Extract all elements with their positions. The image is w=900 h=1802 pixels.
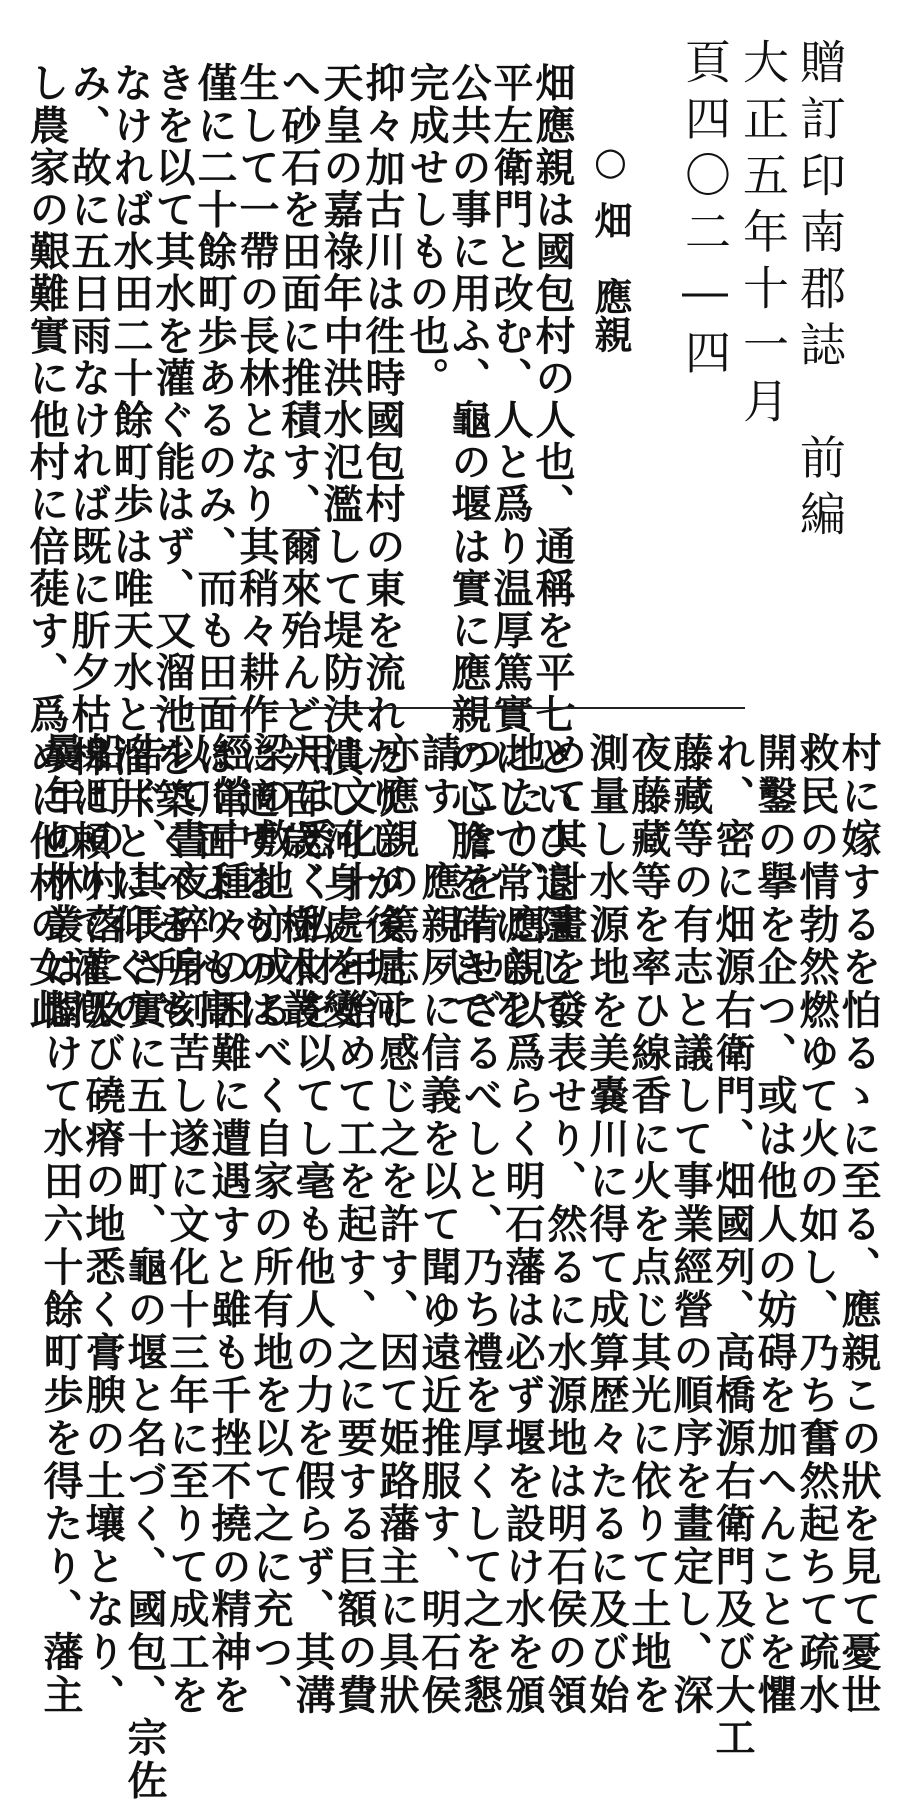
text-column: 畑應親は國包村の人也、通稱を平七といひ退隱して [529, 62, 576, 1031]
text-column: 地たり、應親以爲らく明石藩は必ず堰を設け水を頒 [499, 732, 546, 1717]
text-column: 開鑿の擧を企つ、或は他人の妨碍を加へんことを懼 [751, 732, 798, 1717]
text-column: み、故に五日雨なければ既に肵夕枯槔に頼りて灌漑 [65, 62, 112, 1031]
text-column: 抑々加古川は徃時國包村の東を流れたりしが後堀河 [359, 62, 406, 1031]
text-column: 曩年の林叢は闢けて水田六十餘町歩を得たり、藩主 [37, 732, 84, 1717]
text-column: 告ぐ、其長さ實に五十町、龜の堰と名づく、國包、宗佐 [121, 732, 168, 1802]
text-column: 平左衛門と改む、人と爲り温厚篤實にして常に心を [487, 62, 534, 1031]
text-column: 以て晝夜碎身刻苦し遂に文化十三年に至りて成工を [163, 732, 210, 1717]
text-column: 船町の村落に及び磽瘠の地悉く膏腴の土壤となり、 [79, 732, 126, 1717]
text-column: 藤藏等の有志と議して事業經營の順序を畫定し、深 [667, 732, 714, 1717]
text-column: 救民の情勃然燃ゆて火の如し、乃ち奮然起ちて疏水 [793, 732, 840, 1717]
text-column: きを以て其水を灌ぐ能はず、又溜池を築くべき所も [149, 62, 196, 1031]
text-column: 用は悉く私財を以てし毫も他人の力を假らず、其溝 [289, 732, 336, 1717]
text-column: 亦應親の篤志に感じ之を許す、因て姫路藩主に具狀 [373, 732, 420, 1717]
text-column: 梁の敷地亦成るべく自家の所有地を以て之に充つ、 [247, 732, 294, 1717]
text-column: 經營中種々の困難に遭遇すと雖も千挫不撓の精神を [205, 732, 252, 1717]
citation-title: 贈訂印南郡誌 前編 [793, 38, 847, 547]
text-column: 生して一帶の長林となり其稍々耕作に適するものは [233, 62, 280, 1031]
heading-text: 畑 應親 [588, 201, 633, 353]
text-column: れ、密に畑源右衛門、畑國列、高橋源右衛門及び大工 [709, 732, 756, 1760]
citation-date: 大正五年十一月 [736, 38, 790, 434]
article-heading [588, 138, 633, 353]
text-column: 村に嫁するを怕るゝに至る、應親この狀を見て憂世 [835, 732, 882, 1717]
citation-page: 頁四〇二―四 [678, 38, 732, 385]
text-column: 僅に二十餘町歩あるのみ、而も田面は川面よりも高 [191, 62, 238, 1031]
text-column: つことを肯せざるべしと、乃ち禮を厚くして之を懇 [457, 732, 504, 1717]
text-column: 天皇の嘉祿年中洪水氾濫して堤防決潰し河身處を變 [317, 62, 364, 1031]
text-column: 夜藤藏等を率ひ線香に火を点じ其光に依りて土地を [625, 732, 672, 1717]
text-column: し農家の艱難實に他村に倍蓰す、爲めに他村の女此 [23, 62, 70, 1031]
text-column: なければ水田二十餘町歩は唯天水と溜井とに仰ぐの [107, 62, 154, 1031]
heading-marker: ○ [588, 138, 633, 201]
text-column: 測量し水源地を美嚢川に得て成算歴々たるに及び始 [583, 732, 630, 1717]
text-column: 公共の事に用ふ、龜の堰は實に應親の心膽を砕きて [445, 62, 492, 1031]
text-column: めて其計畫を發表せり、然るに水源地は明石侯の領 [541, 732, 588, 1717]
text-column: し文化十一年始めて工を起す、之に要する巨額の費 [331, 732, 378, 1717]
section-divider [150, 707, 745, 709]
text-column: へ砂石を田面に推積す、爾來殆んど六百歳、樹木叢 [275, 62, 322, 1031]
text-column: 請す、應親夙に信義を以て聞ゆ遠近推服す、明石侯 [415, 732, 462, 1717]
text-column: 完成せしもの也。 [403, 62, 450, 399]
